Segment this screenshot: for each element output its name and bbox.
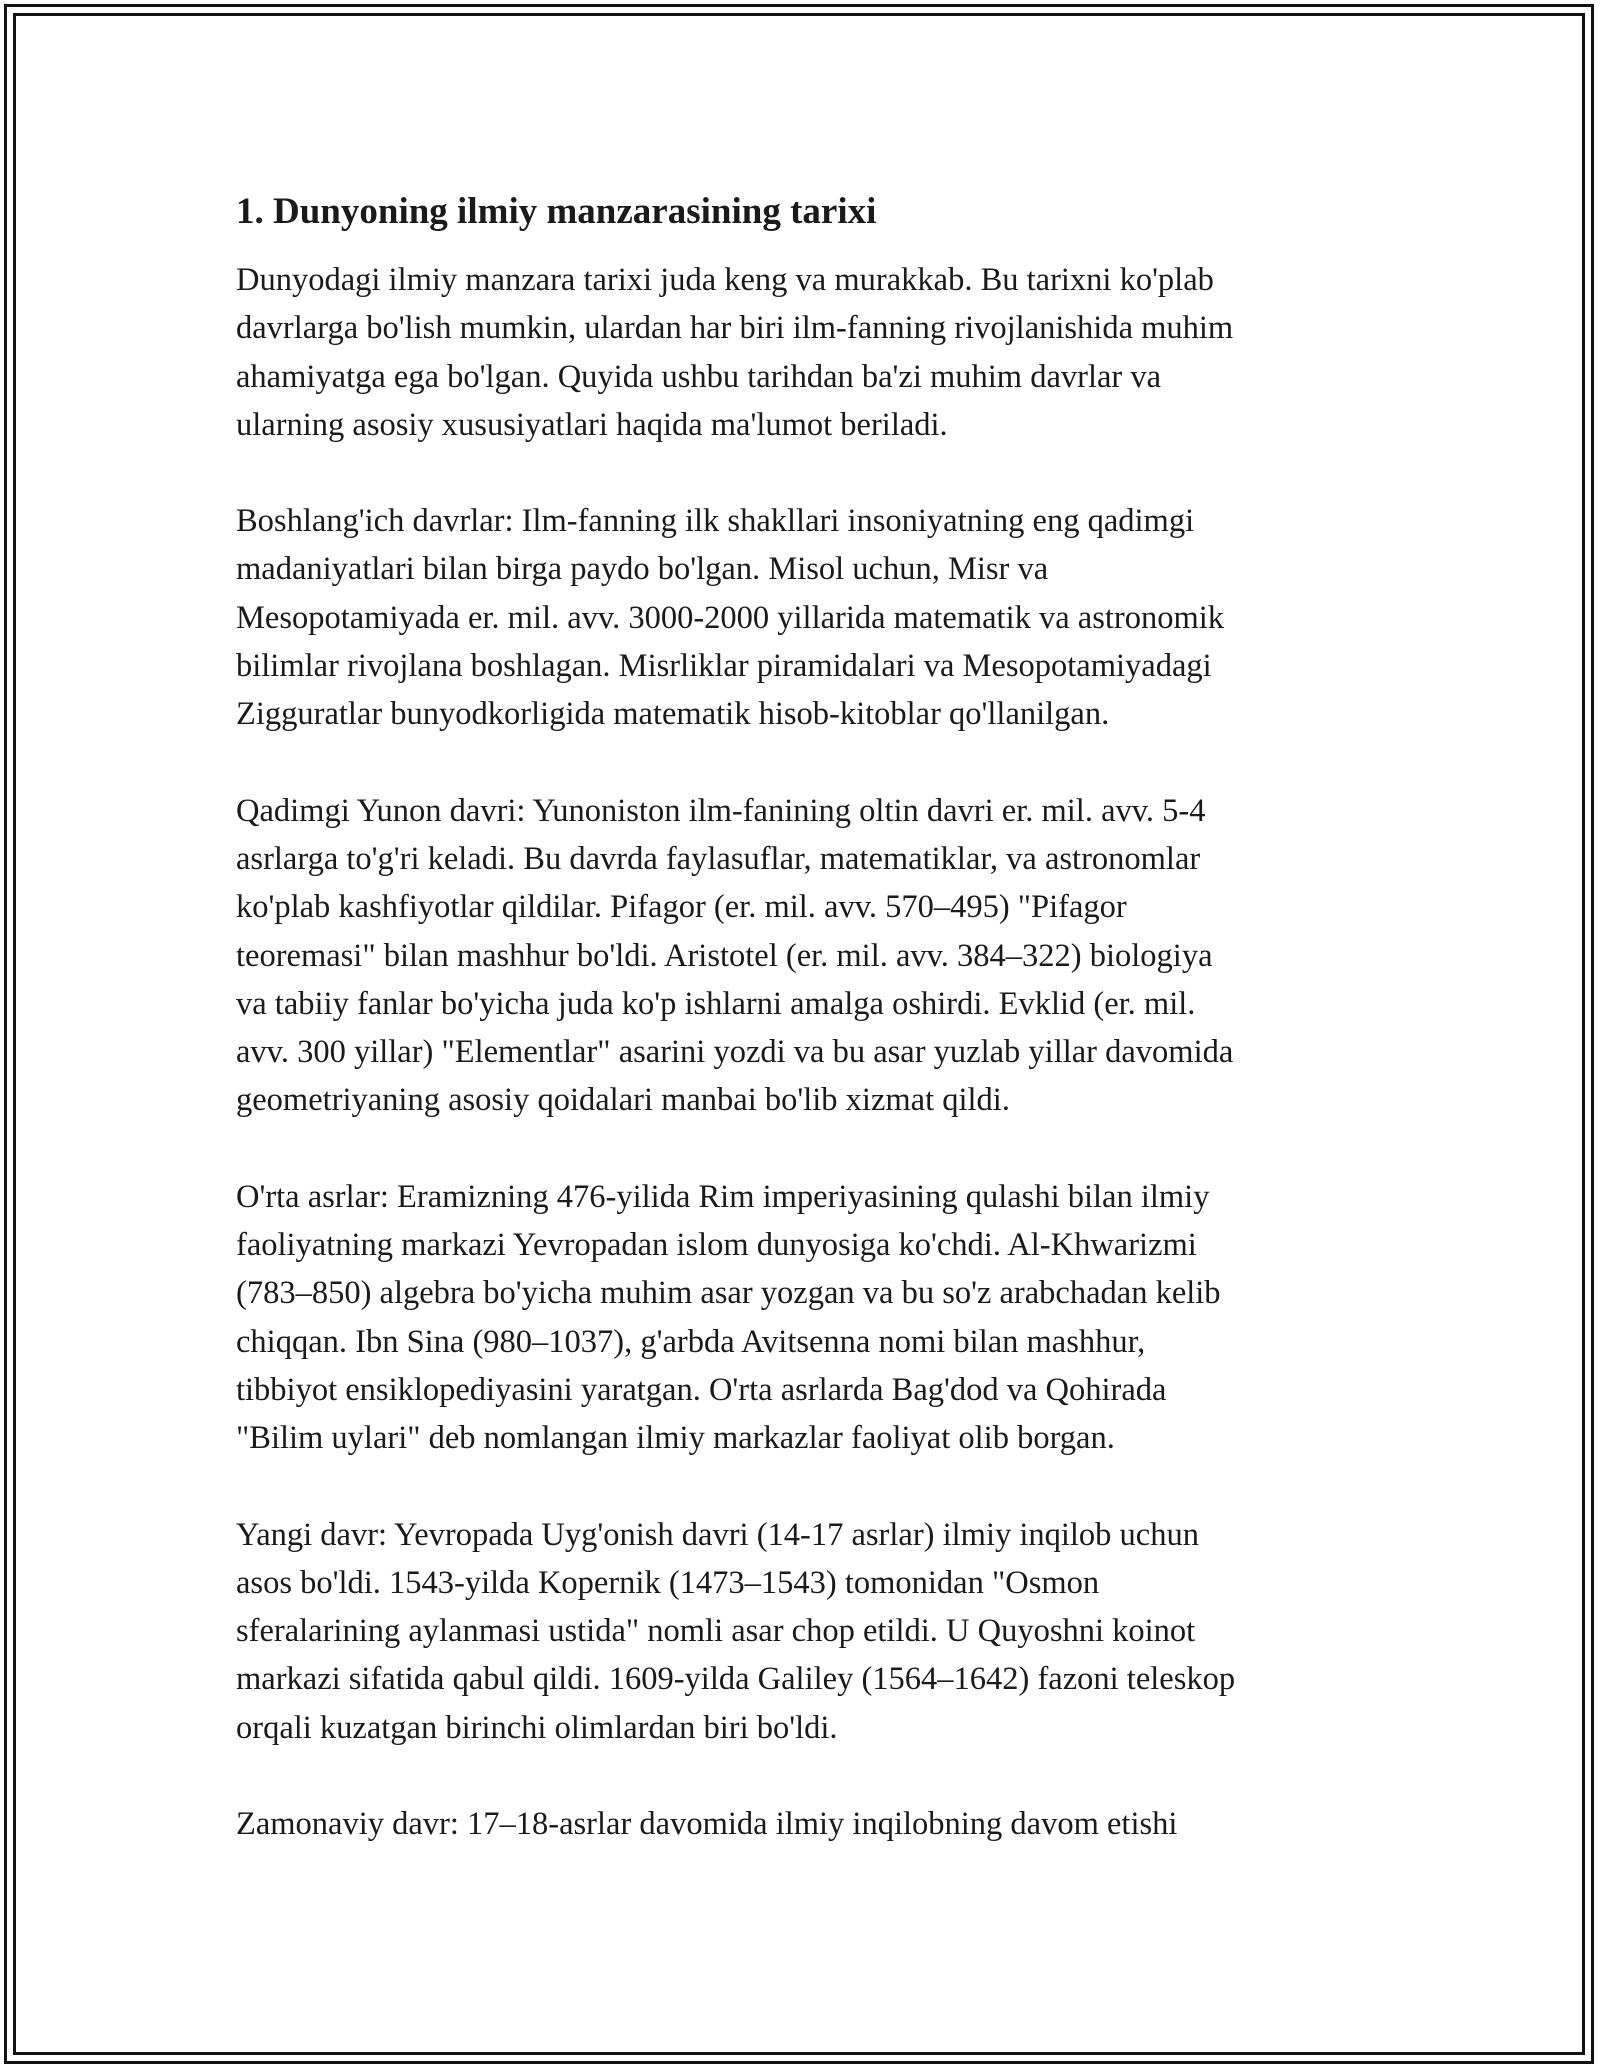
paragraph-line: bilimlar rivojlana boshlagan. Misrliklar piramidalari va Mesopotamiyadagi bbox=[236, 648, 1212, 685]
paragraph-line: madaniyatlari bilan birga paydo bo'lgan. Misol uchun, Misr va bbox=[236, 551, 1049, 588]
paragraph-line: Qadimgi Yunon davri: Yunoniston ilm-fanining oltin davri er. mil. avv. 5-4 bbox=[236, 792, 1206, 829]
paragraph-list bbox=[236, 256, 1396, 1848]
paragraph-line: ahamiyatga ega bo'lgan. Quyida ushbu tarihdan ba'zi muhim davrlar va bbox=[236, 358, 1162, 395]
paragraph-line: faoliyatning markazi Yevropadan islom dunyosiga ko'chdi. Al-Khwarizmi bbox=[236, 1227, 1197, 1264]
paragraph-line: sferalarining aylanmasi ustida" nomli asar chop etildi. U Quyoshni koinot bbox=[236, 1613, 1196, 1650]
paragraph-line: Boshlang'ich davrlar: Ilm-fanning ilk shakllari insoniyatning eng qadimgi bbox=[236, 503, 1195, 540]
paragraph-line: chiqqan. Ibn Sina (980–1037), g'arbda Avitsenna nomi bilan mashhur, bbox=[236, 1323, 1146, 1360]
paragraph-4 bbox=[236, 1173, 1396, 1463]
paragraph-line: Yangi davr: Yevropada Uyg'onish davri (14-17 asrlar) ilmiy inqilob uchun bbox=[236, 1516, 1199, 1553]
paragraph-line: asos bo'ldi. 1543-yilda Kopernik (1473–1543) tomonidan "Osmon bbox=[236, 1564, 1100, 1601]
paragraph-line: va tabiiy fanlar bo'yicha juda ko'p ishlarni amalga oshirdi. Evklid (er. mil. bbox=[236, 985, 1196, 1022]
paragraph-1 bbox=[236, 256, 1396, 449]
document-title: 1. Dunyoning ilmiy manzarasining tarixi bbox=[236, 191, 877, 232]
paragraph-line: ko'plab kashfiyotlar qildilar. Pifagor (er. mil. avv. 570–495) "Pifagor bbox=[236, 889, 1127, 926]
paragraph-line: "Bilim uylari" deb nomlangan ilmiy markazlar faoliyat olib borgan. bbox=[236, 1420, 1115, 1457]
paragraph-line: davrlarga bo'lish mumkin, ulardan har biri ilm-fanning rivojlanishida muhim bbox=[236, 310, 1234, 347]
paragraph-line: asrlarga to'g'ri keladi. Bu davrda faylasuflar, matematiklar, va astronomlar bbox=[236, 840, 1201, 877]
paragraph-line: markazi sifatida qabul qildi. 1609-yilda Galiley (1564–1642) fazoni teleskop bbox=[236, 1661, 1236, 1698]
paragraph-line: teoremasi" bilan mashhur bo'ldi. Aristotel (er. mil. avv. 384–322) biologiya bbox=[236, 937, 1213, 974]
paragraph-line: (783–850) algebra bo'yicha muhim asar yozgan va bu so'z arabchadan kelib bbox=[236, 1275, 1221, 1312]
paragraph-3 bbox=[236, 787, 1396, 1125]
paragraph-6 bbox=[236, 1800, 1396, 1848]
paragraph-line: O'rta asrlar: Eramizning 476-yilida Rim imperiyasining qulashi bilan ilmiy bbox=[236, 1178, 1210, 1215]
paragraph-line: avv. 300 yillar) "Elementlar" asarini yozdi va bu asar yuzlab yillar davomida bbox=[236, 1034, 1234, 1071]
paragraph-5 bbox=[236, 1511, 1396, 1752]
paragraph-line: Zamonaviy davr: 17–18-asrlar davomida ilmiy inqilobning davom etishi bbox=[236, 1806, 1178, 1843]
document-body bbox=[236, 188, 1396, 1896]
paragraph-line: Zigguratlar bunyodkorligida matematik hisob-kitoblar qo'llanilgan. bbox=[236, 696, 1110, 733]
paragraph-2 bbox=[236, 497, 1396, 738]
paragraph-line: Dunyodagi ilmiy manzara tarixi juda keng va murakkab. Bu tarixni ko'plab bbox=[236, 262, 1214, 298]
paragraph-line: orqali kuzatgan birinchi olimlardan biri bo'ldi. bbox=[236, 1709, 838, 1746]
paragraph-line: Mesopotamiyada er. mil. avv. 3000-2000 yillarida matematik va astronomik bbox=[236, 599, 1225, 636]
paragraph-line: ularning asosiy xususiyatlari haqida ma'lumot beriladi. bbox=[236, 406, 948, 443]
paragraph-line: geometriyaning asosiy qoidalari manbai bo'lib xizmat qildi. bbox=[236, 1082, 1010, 1119]
paragraph-line: tibbiyot ensiklopediyasini yaratgan. O'rta asrlarda Bag'dod va Qohirada bbox=[236, 1371, 1167, 1408]
